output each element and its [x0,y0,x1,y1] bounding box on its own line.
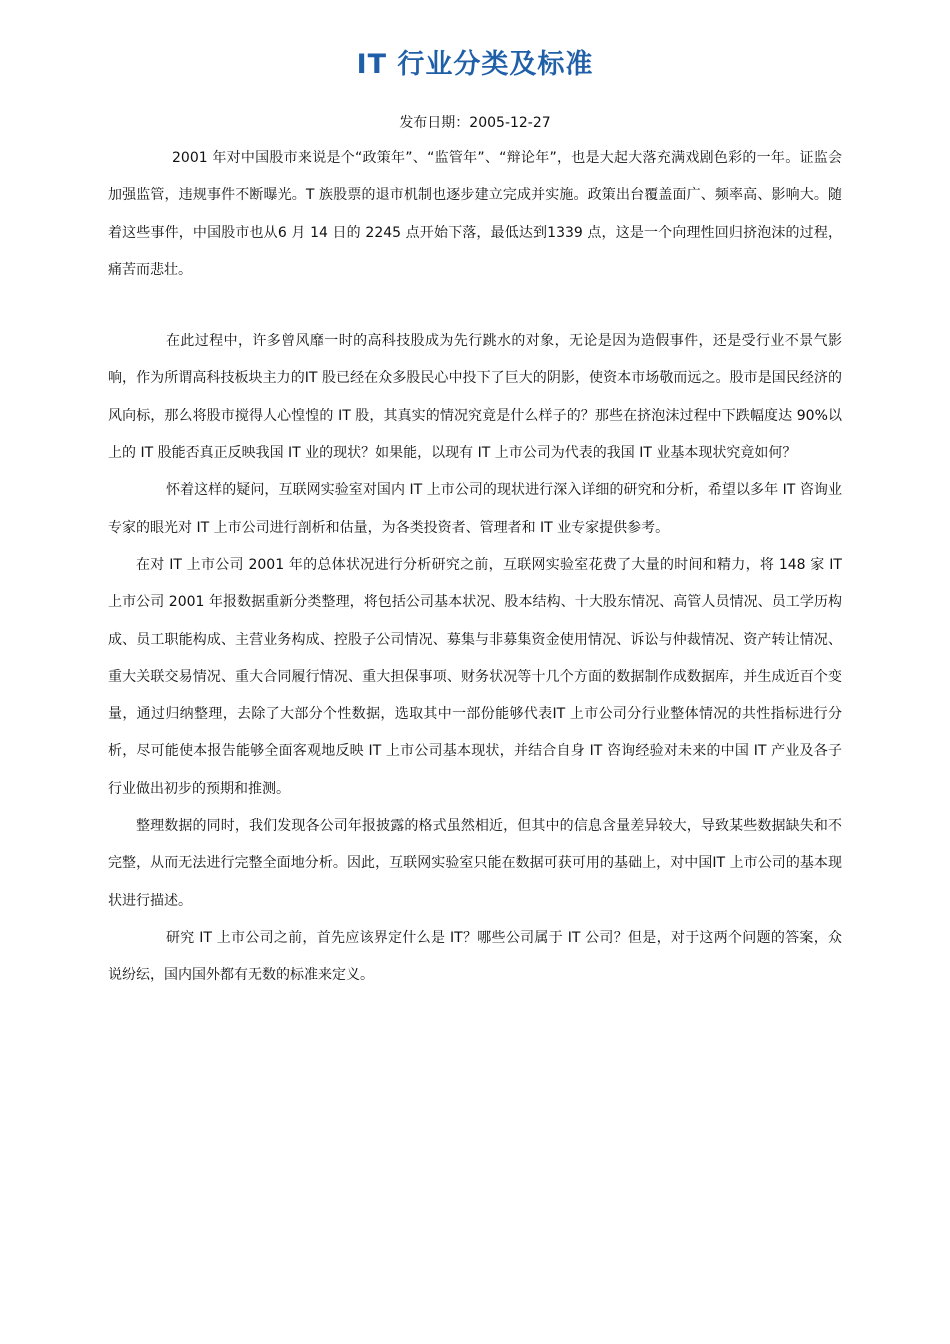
paragraph-spacer [108,306,842,323]
paragraph-4: 在对 IT 上市公司 2001 年的总体状况进行分析研究之前，互联网实验室花费了大量的时间和精力，将 148 家 IT 上市公司 2001 年报数据重新分类整理，将包括公司基本状况、股本结构、十大股东情况、高管人员情况、员工学历构成、员工职能构成、主营业务构成、控股子公司情况、募集与非募集资金使用情况、诉讼与仲裁情况、资产转让情况、重大关联交易情况、重大合同履行情况、重大担保事项、财务状况等十几个方面的数据制作成数据库，并生成近百个变量，通过归纳整理，去除了大部分个性数据，选取其中一部份能够代表IT 上市公司分行业整体情况的共性指标进行分析，尽可能使本报告能够全面客观地反映 IT 上市公司基本现状，并结合自身 IT 咨询经验对未来的中国 IT 产业及各子行业做出初步的预期和推测。 [108,556,842,797]
paragraph-2: 在此过程中，许多曾风靡一时的高科技股成为先行跳水的对象，无论是因为造假事件，还是受行业不景气影响，作为所谓高科技板块主力的IT 股已经在众多股民心中投下了巨大的阴影，使资本市场敬而远之。股市是国民经济的风向标，那么将股市搅得人心惶惶的 IT 股，其真实的情况究竟是什么样子的？那些在挤泡沫过程中下跌幅度达 90%以上的 IT 股能否真正反映我国 IT 业的现状？如果能，以现有 IT 上市公司为代表的我国 IT 业基本现状究竟如何？ [108,333,842,462]
document-title: IT 行业分类及标准 [356,49,594,80]
paragraph-5: 整理数据的同时，我们发现各公司年报披露的格式虽然相近，但其中的信息含量差异较大，导致某些数据缺失和不完整，从而无法进行完整全面地分析。因此，互联网实验室只能在数据可获可用的基础上，对中国IT 上市公司的基本现状进行描述。 [108,818,842,909]
publish-date: 发布日期：2005-12-27 [399,115,551,131]
paragraph-1: 2001 年对中国股市来说是个“政策年”、“监管年”、“辩论年”，也是大起大落充满戏剧色彩的一年。证监会加强监管，违规事件不断曝光。T 族股票的退市机制也逐步建立完成并实施。政策出台覆盖面广、频率高、影响大。随着这些事件，中国股市也从6 月 14 日的 2245 点开始下落，最低达到1339 点，这是一个向理性回归挤泡沫的过程，痛苦而悲壮。 [108,150,842,278]
paragraph-spacer [108,289,842,306]
paragraph-6: 研究 IT 上市公司之前，首先应该界定什么是 IT？哪些公司属于 IT 公司？但是，对于这两个问题的答案，众说纷纭，国内国外都有无数的标准来定义。 [108,929,842,984]
document-body [108,140,842,995]
paragraph-3: 怀着这样的疑问，互联网实验室对国内 IT 上市公司的现状进行深入详细的研究和分析，希望以多年 IT 咨询业专家的眼光对 IT 上市公司进行剖析和估量，为各类投资者、管理者和 IT 业专家提供参考。 [108,482,842,536]
